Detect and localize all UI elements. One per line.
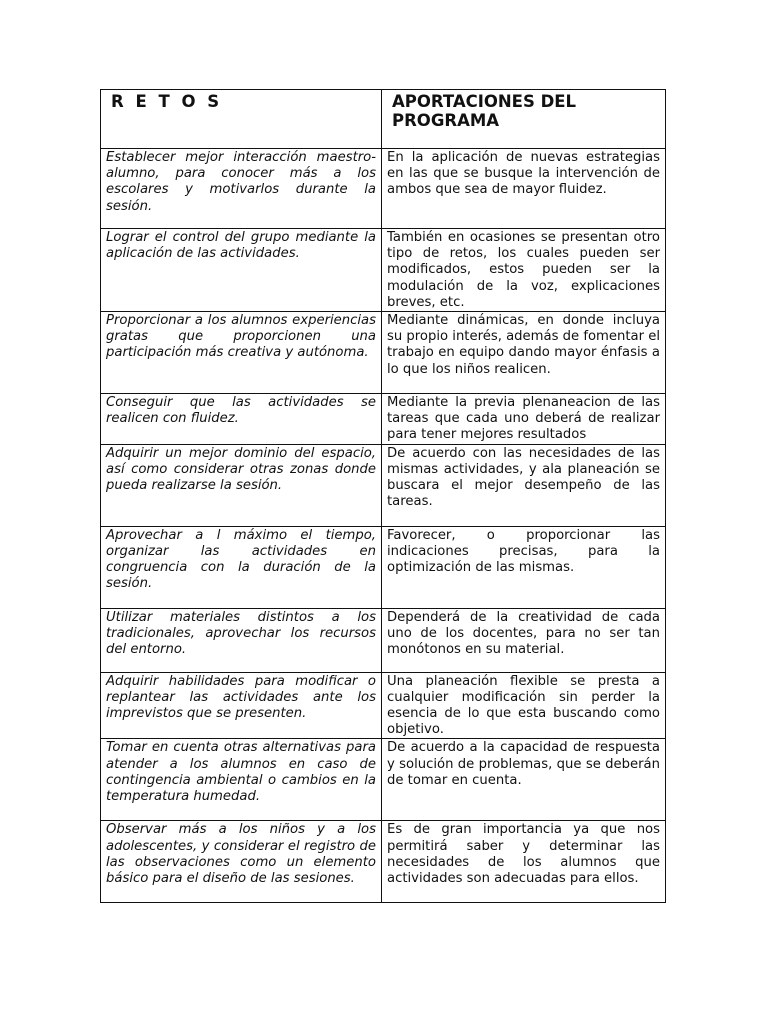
reto-cell: Aprovechar a l máximo el tiempo, organizar las actividades en congruencia con la duración de la sesión. [101,526,382,608]
reto-cell: Adquirir habilidades para modificar o replantear las actividades ante los imprevistos que se presenten. [101,672,382,739]
table-row [101,312,666,394]
reto-cell: Conseguir que las actividades se realicen con fluidez. [101,394,382,445]
reto-cell: Utilizar materiales distintos a los tradicionales, aprovechar los recursos del entorno. [101,608,382,672]
table-row [101,444,666,526]
aportacion-cell: Mediante la previa plenaneacion de las tareas que cada uno deberá de realizar para tener mejores resultados [382,394,666,445]
aportacion-cell: Dependerá de la creatividad de cada uno de los docentes, para no ser tan monótonos en su material. [382,608,666,672]
aportacion-cell: De acuerdo con las necesidades de las mismas actividades, y ala planeación se buscara el mejor desempeño de las tareas. [382,444,666,526]
table-row [101,821,666,903]
aportacion-cell: Mediante dinámicas, en donde incluya su propio interés, además de fomentar el trabajo en equipo dando mayor énfasis a lo que los niños realicen. [382,312,666,394]
aportacion-cell: También en ocasiones se presentan otro tipo de retos, los cuales pueden ser modificados, estos pueden ser la modulación de la voz, explicaciones breves, etc. [382,229,666,312]
retos-table [100,89,666,903]
aportacion-cell: Una planeación flexible se presta a cualquier modificación sin perder la esencia de lo que esta buscando como objetivo. [382,672,666,739]
reto-cell: Proporcionar a los alumnos experiencias gratas que proporcionen una participación más creativa y autónoma. [101,312,382,394]
header-retos: R E T O S [101,90,382,149]
table-row [101,394,666,445]
reto-cell: Tomar en cuenta otras alternativas para atender a los alumnos en caso de contingencia ambiental o cambios en la temperatura humedad. [101,739,382,821]
aportacion-cell: De acuerdo a la capacidad de respuesta y solución de problemas, que se deberán de tomar en cuenta. [382,739,666,821]
aportacion-cell: Es de gran importancia ya que nos permitirá saber y determinar las necesidades de los alumnos que actividades son adecuadas para ellos. [382,821,666,903]
reto-cell: Lograr el control del grupo mediante la aplicación de las actividades. [101,229,382,312]
table-row [101,672,666,739]
reto-cell: Observar más a los niños y a los adolescentes, y considerar el registro de las observaciones como un elemento básico para el diseño de las sesiones. [101,821,382,903]
table-row [101,526,666,608]
header-aportaciones: APORTACIONES DEL PROGRAMA [382,90,666,149]
reto-cell: Adquirir un mejor dominio del espacio, así como considerar otras zonas donde pueda realizarse la sesión. [101,444,382,526]
table-row [101,608,666,672]
table-row [101,149,666,229]
table-header-row [101,90,666,149]
reto-cell: Establecer mejor interacción maestro-alumno, para conocer más a los escolares y motivarlos durante la sesión. [101,149,382,229]
table-row [101,229,666,312]
table-row [101,739,666,821]
aportacion-cell: Favorecer, o proporcionar las indicaciones precisas, para la optimización de las mismas. [382,526,666,608]
aportacion-cell: En la aplicación de nuevas estrategias en las que se busque la intervención de ambos que sea de mayor fluidez. [382,149,666,229]
